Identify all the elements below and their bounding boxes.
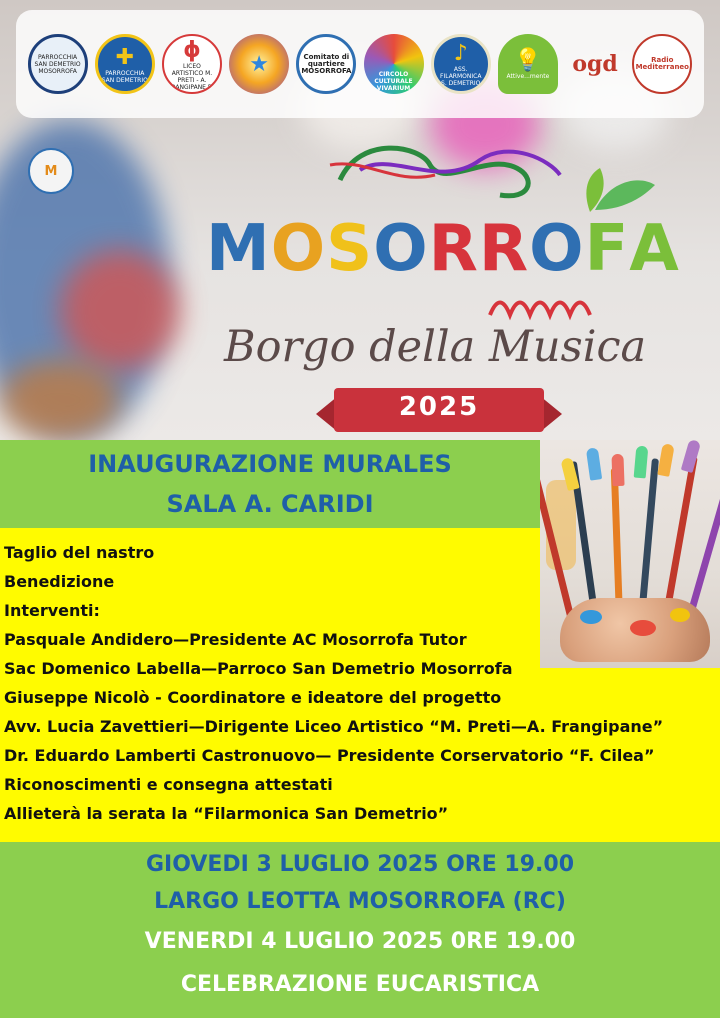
main-title [206,212,680,286]
schedule-date-2: VENERDI 4 LUGLIO 2025 0RE 19.00 [144,929,576,954]
year-ribbon [316,388,562,432]
program-item: Avv. Lucia Zavettieri—Dirigente Liceo Artistico “M. Preti—A. Frangipane” [4,717,664,736]
hero-background [0,0,720,440]
program-item: Interventi: [4,601,100,620]
program-item: Taglio del nastro [4,543,155,562]
logo-text: PARROCCHIA SAN DEMETRIO MOSORROFA [34,53,81,75]
logo-text: ogd [572,51,618,77]
section-heading-line2: SALA A. CARIDI [166,490,374,518]
section-heading-line1: INAUGURAZIONE MURALES [88,450,452,478]
brush-bristles [634,446,649,479]
logo-text: PARROCCHIA SAN DEMETRIO [101,69,148,84]
year-text: 2025 [398,392,480,422]
program-list [4,538,714,828]
title-letter: R [478,212,530,286]
liceo-artistico-logo: ϕ LICEO ARTISTICO M. PRETI - A. FRANGIPANE RC [162,34,222,94]
logo-text: ASS. FILARMONICA S. DEMETRIO [440,66,482,87]
side-emblem-text: M [44,163,58,179]
leaf-icon [595,180,655,210]
schedule-event-2: CELEBRAZIONE EUCARISTICA [180,972,540,997]
logo-text: Comitato di quartiere MOSORROFA [301,52,352,75]
parrocchia-san-demetrio-seal-logo [28,34,88,94]
title-letter: M [206,212,271,286]
program-item: Giuseppe Nicolò - Coordinatore e ideatore del progetto [4,688,502,707]
title-block [190,140,680,440]
title-letter: R [428,212,479,286]
swirl-purple [360,152,560,175]
orchestra-ogdg-logo [565,34,625,94]
subtitle: Borgo della Musica [224,322,647,372]
logo-text: LICEO ARTISTICO M. PRETI - A. FRANGIPANE RC [167,62,216,91]
sponsor-logo-bar [16,10,704,118]
radio-mediterraneo-logo [632,34,692,94]
attive-mente-logo: 💡 Attive...mente [498,34,558,94]
loops-decoration [490,303,590,316]
program-item: Dr. Eduardo Lamberti Castronuovo— Presidente Corservatorio “F. Cilea” [4,746,655,765]
title-letter: A [629,212,680,286]
title-letter: S [326,212,374,286]
title-letter: O [373,212,429,286]
brush-bristles [611,454,624,486]
filarmonica-logo: ♪ ASS. FILARMONICA S. DEMETRIO [431,34,491,94]
logo-text: CIRCOLO CULTURALE VIVARIUM [374,70,413,92]
brush-bristles [586,447,602,480]
program-item: Benedizione [4,572,115,591]
logo-text: Radio Mediterraneo [635,56,689,71]
title-letter: O [529,212,585,286]
paint-blob-red [60,250,180,370]
schedule-date-1: GIOVEDI 3 LUGLIO 2025 ORE 19.00 [145,852,574,877]
program-item: Sac Domenico Labella—Parroco San Demetrio Mosorrofa [4,659,513,678]
program-item: Riconoscimenti e consegna attestati [4,775,333,794]
paint-blob-orange [0,360,120,440]
side-emblem-logo [28,148,74,194]
associazione-logo: ★ [229,34,289,94]
schedule-place-1: LARGO LEOTTA MOSORROFA (RC) [154,889,566,914]
program-item: Pasquale Andidero—Presidente AC Mosorrofa Tutor [4,630,467,649]
logo-text: Attive...mente [506,73,550,80]
brush-bristles [657,443,674,477]
comitato-quartiere-logo [296,34,356,94]
circolo-culturale-vivarium-logo [364,34,424,94]
title-letter: O [270,212,327,286]
brush-bristles [681,440,701,473]
title-letter: F [584,212,630,286]
program-item: Allieterà la serata la “Filarmonica San Demetrio” [4,804,449,823]
parrocchia-cross-logo: ✚ PARROCCHIA SAN DEMETRIO [95,34,155,94]
